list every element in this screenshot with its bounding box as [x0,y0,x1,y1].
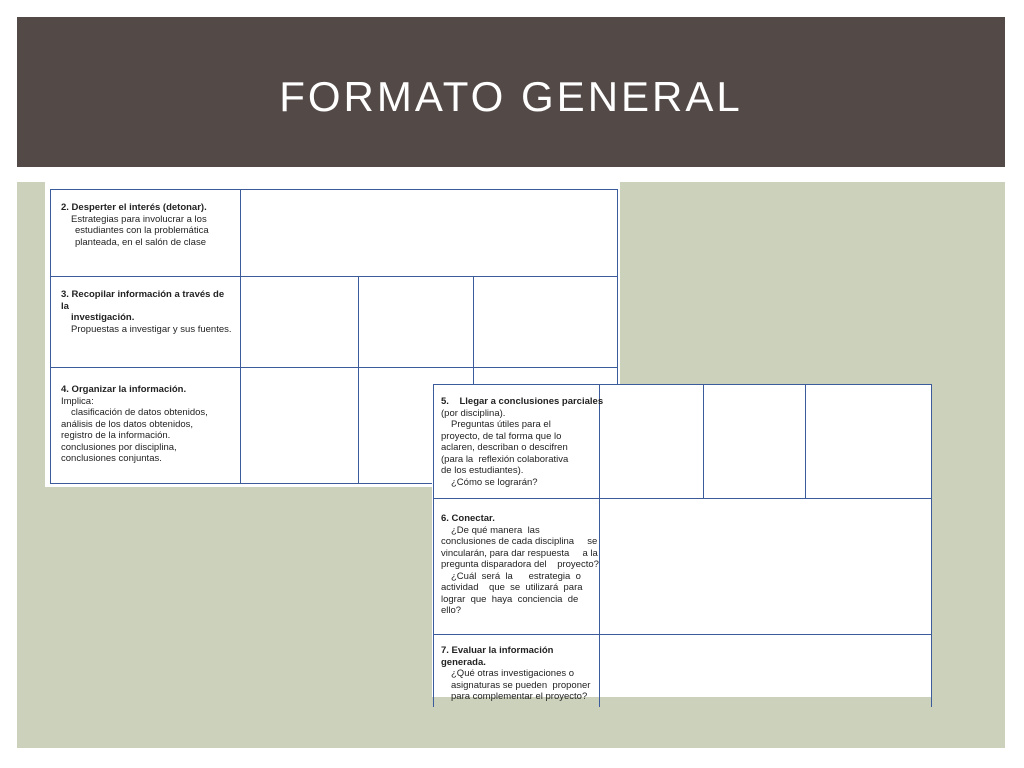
row-label-cell [434,499,600,635]
row-text: (para la reflexión colaborativa [441,453,569,465]
empty-cell [241,277,359,368]
row-label-cell [51,190,241,277]
row-text: Estrategias para involucrar a los [71,213,207,225]
empty-cell [704,385,806,499]
table-row [51,277,618,368]
empty-cell [474,277,618,368]
row-text: vincularán, para dar respuesta a la [441,547,598,559]
row-text: ¿Cuál será la estrategia o [451,570,581,582]
empty-cell [359,277,474,368]
table-row [434,499,932,635]
row-heading: 7. Evaluar la información generada. [441,645,554,668]
title-bar [17,17,1005,167]
empty-cell [600,635,932,707]
row-text: pregunta disparadora del proyecto? [441,559,599,570]
row-heading: investigación. [71,312,135,323]
row-text: Preguntas útiles para el [451,419,551,430]
row-text: asignaturas se pueden proponer [451,679,591,691]
row-heading: 3. Recopilar información a través de la [61,289,225,312]
row-text: ello? [441,605,462,616]
row-heading: 5. Llegar a conclusiones parciales [441,396,604,407]
row-text: Implica: [61,395,94,407]
row-text: ¿De qué manera las [451,524,540,536]
slide-title: FORMATO GENERAL [279,73,743,120]
row-text: conclusiones de cada disciplina se [441,536,598,547]
row-text: lograr que haya conciencia de [441,593,579,605]
row-heading: 2. Desperter el interés (detonar). [61,202,207,213]
form-table-2 [433,384,932,707]
empty-cell [806,385,932,499]
row-text: para complementar el proyecto? [451,691,588,702]
table-row [434,635,932,707]
row-text: proyecto, de tal forma que lo [441,430,562,442]
row-text: de los estudiantes). [441,465,524,476]
row-text: conclusiones por disciplina, [61,441,177,453]
row-text: análisis de los datos obtenidos, [61,418,194,430]
empty-cell [241,190,618,277]
row-text: estudiantes con la problemática [75,225,209,236]
row-heading: 4. Organizar la información. [61,384,187,395]
row-text: Propuestas a investigar y sus fuentes. [71,323,232,335]
row-text: actividad que se utilizará para [441,582,583,593]
empty-cell [241,368,359,484]
empty-cell [600,499,932,635]
row-text: planteada, en el salón de clase [75,236,206,248]
row-text: conclusiones conjuntas. [61,453,162,464]
row-text: clasificación de datos obtenidos, [71,407,208,418]
table-row [434,385,932,499]
row-heading: 6. Conectar. [441,513,495,524]
row-label-cell [434,385,604,499]
row-text: aclaren, describan o descifren [441,442,568,453]
row-text: (por disciplina). [441,407,506,419]
table-row [51,190,618,277]
empty-cell [600,385,704,499]
row-label-cell [51,368,241,484]
row-label-cell [51,277,241,368]
row-text: registro de la información. [61,430,171,441]
row-label-cell [434,635,600,707]
row-text: ¿Cómo se lograrán? [451,476,538,488]
row-text: ¿Qué otras investigaciones o [451,668,575,679]
